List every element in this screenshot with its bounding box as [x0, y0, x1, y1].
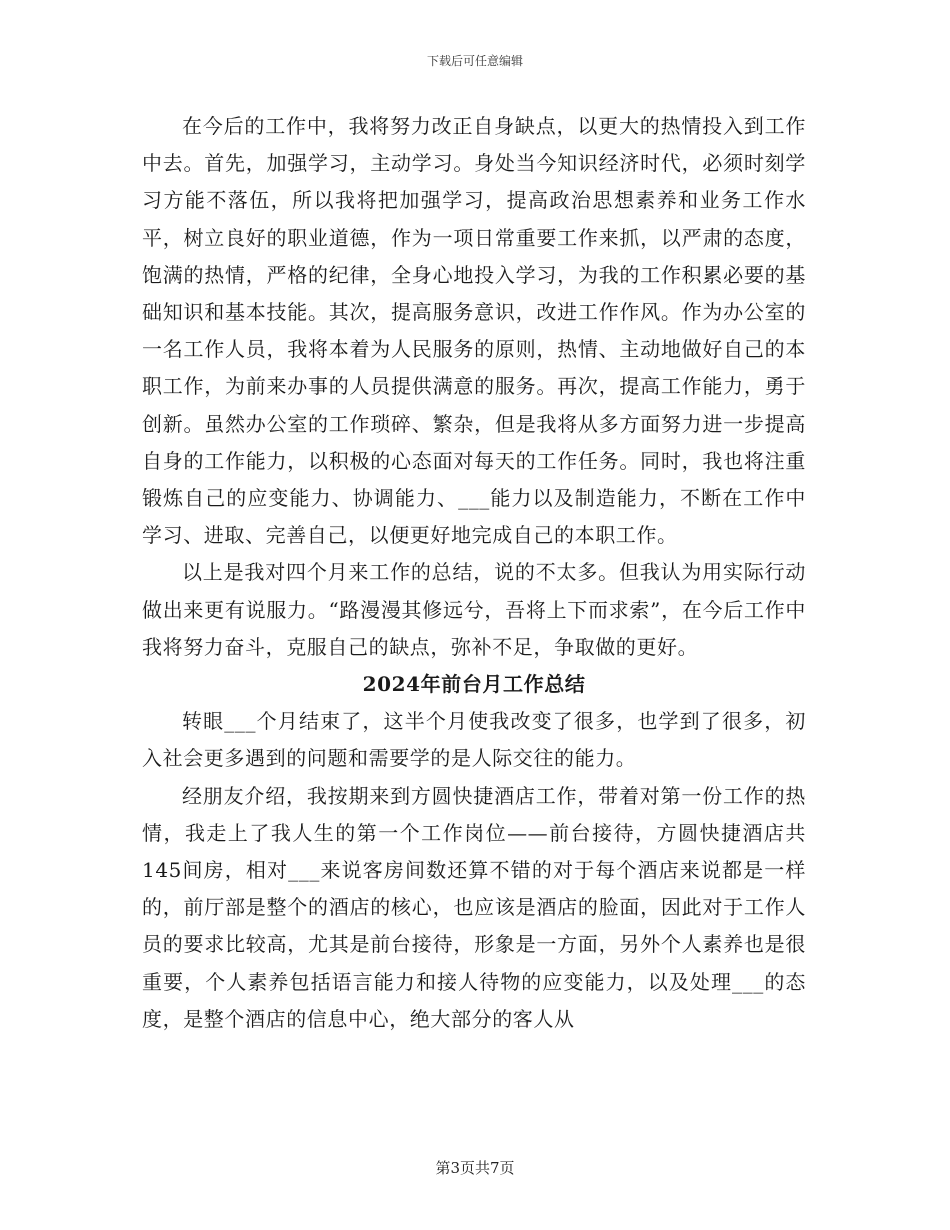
body-paragraph: 经朋友介绍，我按期来到方圆快捷酒店工作，带着对第一份工作的热情，我走上了我人生的第一个工作岗位——前台接待，方圆快捷酒店共145间房，相对___来说客房间数还算不错的对于每个酒店来说都是一样的，前厅部是整个的酒店的核心，也应该是酒店的脸面，因此对于工作人员的要求比较高，尤其是前台接待，形象是一方面，另外个人素养也是很重要，个人素养包括语言能力和接人待物的应变能力，以及处理___的态度，是整个酒店的信息中心，绝大部分的客人从 — [142, 783, 806, 1031]
body-paragraph: 在今后的工作中，我将努力改正自身缺点，以更大的热情投入到工作中去。首先，加强学习，主动学习。身处当今知识经济时代，必须时刻学习方能不落伍，所以我将把加强学习，提高政治思想素养和业务工作水平，树立良好的职业道德，作为一项日常重要工作来抓，以严肃的态度，饱满的热情，严格的纪律，全身心地投入学习，为我的工作积累必要的基础知识和基本技能。其次，提高服务意识，改进工作作风。作为办公室的一名工作人员，我将本着为人民服务的原则，热情、主动地做好自己的本职工作，为前来办事的人员提供满意的服务。再次，提高工作能力，勇于创新。虽然办公室的工作琐碎、繁杂，但是我将从多方面努力进一步提高自身的工作能力，以积极的心态面对每天的工作任务。同时，我也将注重锻炼自己的应变能力、协调能力、___能力以及制造能力，不断在工作中学习、进取、完善自己，以便更好地完成自己的本职工作。 — [142, 114, 806, 548]
body-paragraph: 以上是我对四个月来工作的总结，说的不太多。但我认为用实际行动做出来更有说服力。“路漫漫其修远兮，吾将上下而求索”，在今后工作中我将努力奋斗，克服自己的缺点，弥补不足，争取做的更好。 — [142, 560, 806, 659]
page-number: 第3页共7页 — [435, 1159, 515, 1177]
body-paragraph: 转眼___个月结束了，这半个月使我改变了很多，也学到了很多，初入社会更多遇到的问题和需要学的是人际交往的能力。 — [142, 709, 806, 771]
document-body — [142, 108, 806, 1038]
page-header-note: 下载后可任意编辑 — [426, 54, 523, 68]
section-title: 2024年前台月工作总结 — [362, 672, 586, 697]
